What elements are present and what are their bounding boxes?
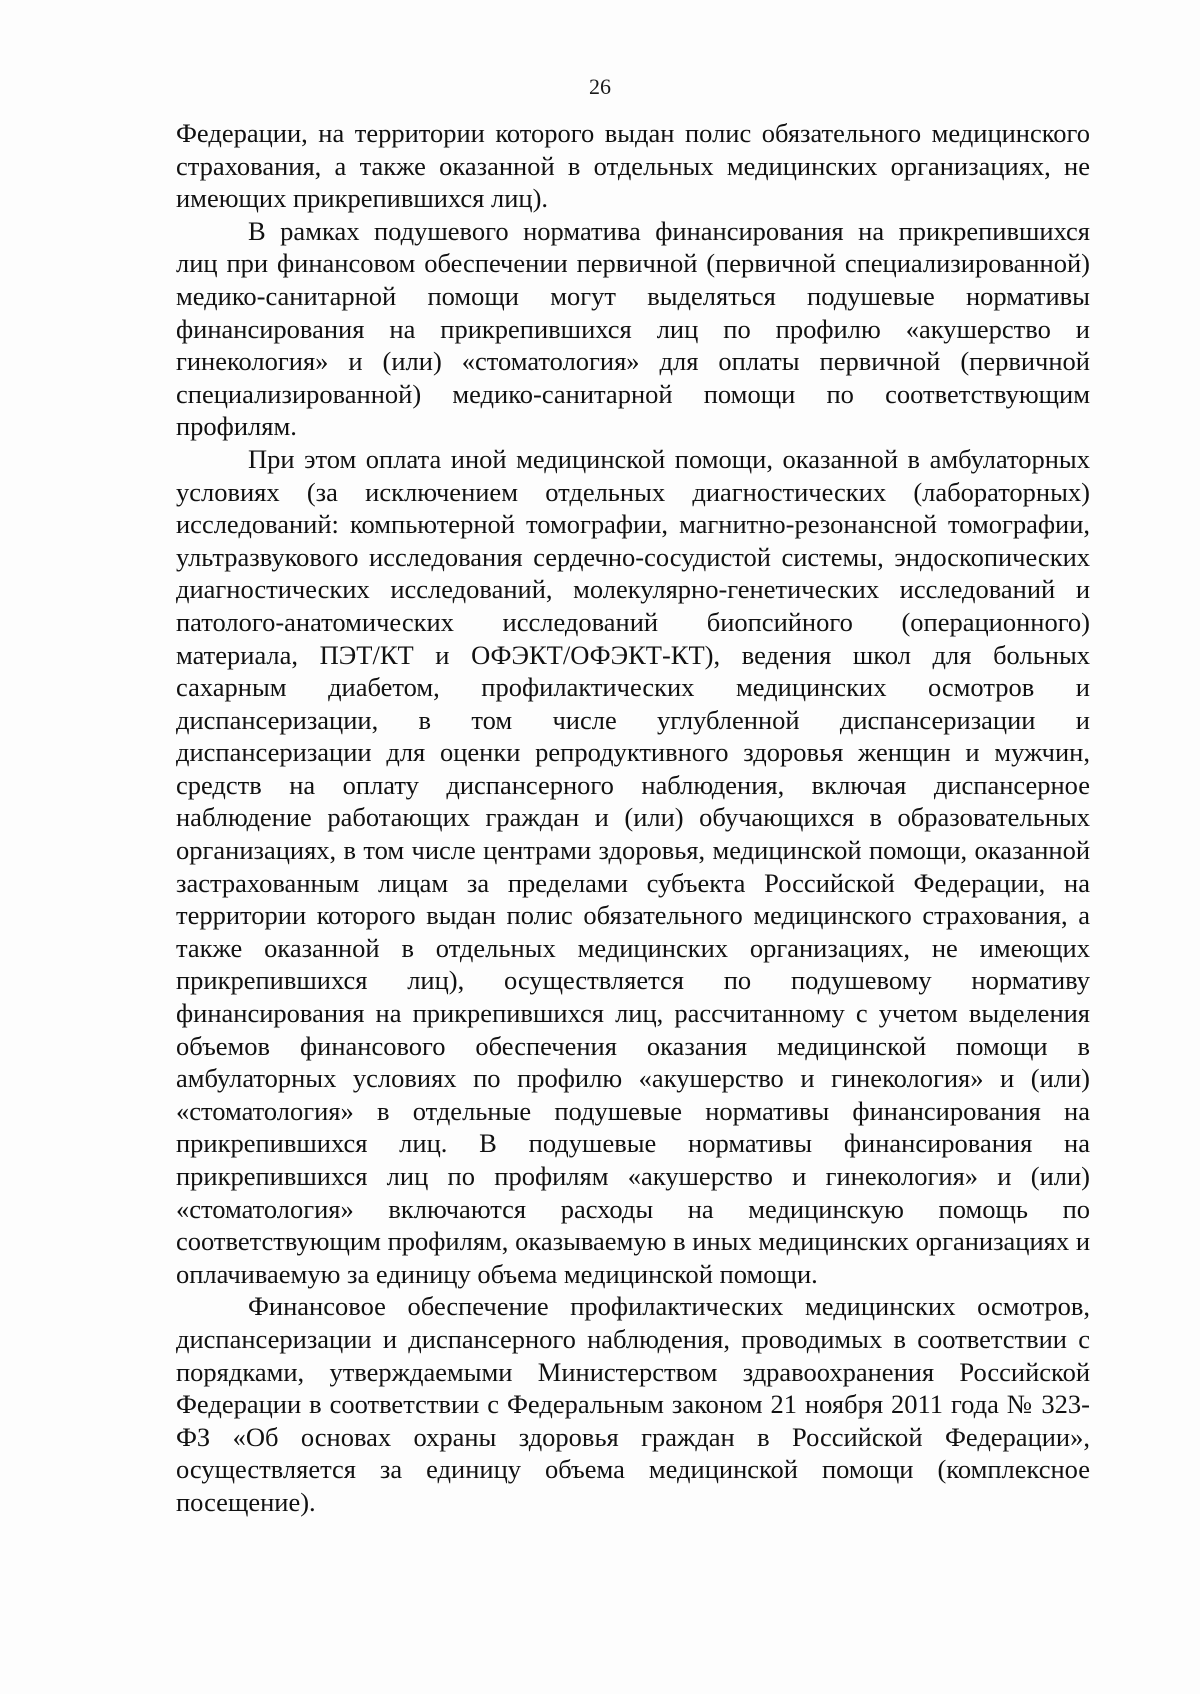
- document-body: [176, 117, 1090, 1519]
- paragraph-continuation: Федерации, на территории которого выдан полис обязательного медицинского страхования, а также оказанной в отдельных медицинских организациях, не имеющих прикрепившихся лиц).: [176, 118, 1090, 214]
- paragraph-preventive-financing: Финансовое обеспечение профилактических медицинских осмотров, диспансеризации и диспансерного наблюдения, проводимых в соответствии с порядками, утверждаемыми Министерством здравоохранения Российской Федерации в соответствии с Федеральным законом 21 ноября 2011 года № 323-ФЗ «Об основах охраны здоровья граждан в Российской Федерации», осуществляется за единицу объема медицинской помощи (комплексное посещение).: [176, 1291, 1090, 1517]
- page-number: 26: [589, 74, 611, 99]
- paragraph-capitation-standard: В рамках подушевого норматива финансирования на прикрепившихся лиц при финансовом обеспечении первичной (первичной специализированной) медико-санитарной помощи могут выделяться подушевые нормативы финансирования на прикрепившихся лиц по профилю «акушерство и гинекология» и (или) «стоматология» для оплаты первичной (первичной специализированной) медико-санитарной помощи по соответствующим профилям.: [176, 215, 1090, 442]
- paragraph-outpatient-payment: При этом оплата иной медицинской помощи, оказанной в амбулаторных условиях (за исключением отдельных диагностических (лабораторных) исследований: компьютерной томографии, магнитно-резонансной томографии, ультразвукового исследования сердечно-сосудистой системы, эндоскопических диагностических исследований, молекулярно-генетических исследований и патолого-анатомических исследований биопсийного (операционного) материала, ПЭТ/КТ и ОФЭКТ/ОФЭКТ-КТ), ведения школ для больных сахарным диабетом, профилактических медицинских осмотров и диспансеризации, в том числе углубленной диспансеризации и диспансеризации для оценки репродуктивного здоровья женщин и мужчин, средств на оплату диспансерного наблюдения, включая диспансерное наблюдение работающих граждан и (или) обучающихся в образовательных организациях, в том числе центрами здоровья, медицинской помощи, оказанной застрахованным лицам за пределами субъекта Российской Федерации, на территории которого выдан полис обязательного медицинского страхования, а также оказанной в отдельных медицинских организациях, не имеющих прикрепившихся лиц), осуществляется по подушевому нормативу финансирования на прикрепившихся лиц, рассчитанному с учетом выделения объемов финансового обеспечения оказания медицинской помощи в амбулаторных условиях по профилю «акушерство и гинекология» и (или) «стоматология» в отдельные подушевые нормативы финансирования на прикрепившихся лиц. В подушевые нормативы финансирования на прикрепившихся лиц по профилям «акушерство и гинекология» и (или) «стоматология» включаются расходы на медицинскую помощь по соответствующим профилям, оказываемую в иных медицинских организациях и оплачиваемую за единицу объема медицинской помощи.: [176, 443, 1090, 1289]
